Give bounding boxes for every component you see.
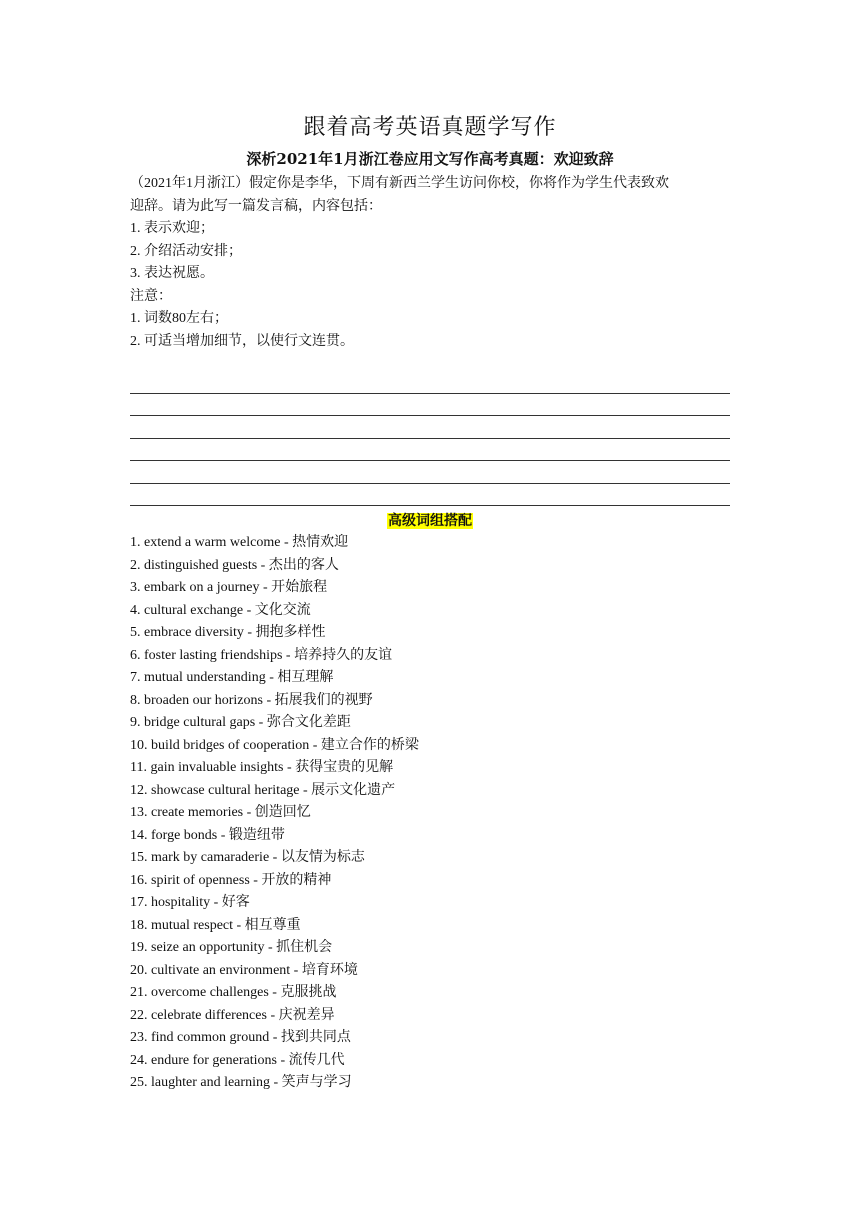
vocab-heading [0,510,860,530]
vocab-item: 5. embrace diversity - 拥抱多样性 [130,625,326,640]
vocab-item: 15. mark by camaraderie - 以友情为标志 [130,850,365,865]
prompt-line: 2. 介绍活动安排； [130,243,242,259]
vocab-item: 2. distinguished guests - 杰出的客人 [130,557,339,573]
vocab-item: 11. gain invaluable insights - 获得宝贵的见解 [130,760,394,775]
vocab-item: 10. build bridges of cooperation - 建立合作的桥梁 [130,737,419,753]
vocab-list [130,532,730,1095]
vocab-item: 8. broaden our horizons - 拓展我们的视野 [130,692,373,708]
vocab-item: 18. mutual respect - 相互尊重 [130,917,301,933]
vocab-item: 22. celebrate differences - 庆祝差异 [130,1007,335,1023]
vocab-item: 13. create memories - 创造回忆 [130,805,311,820]
vocab-item: 16. spirit of openness - 开放的精神 [130,872,332,888]
writing-prompt [130,173,730,353]
page-title: 跟着高考英语真题学写作 [303,115,557,140]
vocab-item: 20. cultivate an environment - 培育环境 [130,962,358,978]
prompt-line: 迎辞。请为此写一篇发言稿，内容包括： [130,198,382,214]
vocab-item: 17. hospitality - 好客 [130,895,250,910]
vocab-item: 19. seize an opportunity - 抓住机会 [130,940,333,955]
prompt-line: 1. 表示欢迎； [130,221,214,236]
answer-lines [130,371,730,506]
prompt-line: 注意： [130,288,172,304]
vocab-item: 3. embark on a journey - 开始旅程 [130,580,328,595]
prompt-line: （2021年1月浙江）假定你是李华，下周有新西兰学生访问你校，你将作为学生代表致欢 [130,176,669,191]
vocab-item: 6. foster lasting friendships - 培养持久的友谊 [130,647,393,663]
page-subtitle: 深析2021年1月浙江卷应用文写作高考真题：欢迎致辞 [246,150,614,168]
vocab-item: 21. overcome challenges - 克服挑战 [130,985,337,1000]
vocab-item: 23. find common ground - 找到共同点 [130,1030,351,1045]
prompt-line: 3. 表达祝愿。 [130,266,214,281]
answer-line [130,484,730,507]
vocab-item: 7. mutual understanding - 相互理解 [130,670,334,685]
answer-line [130,416,730,439]
vocab-heading-label: 高级词组搭配 [388,513,472,529]
vocab-item: 14. forge bonds - 锻造纽带 [130,827,285,843]
vocab-item: 9. bridge cultural gaps - 弥合文化差距 [130,715,351,730]
answer-line [130,439,730,462]
vocab-item: 4. cultural exchange - 文化交流 [130,602,311,618]
vocab-item: 25. laughter and learning - 笑声与学习 [130,1075,352,1090]
vocab-item: 24. endure for generations - 流传几代 [130,1052,345,1068]
vocab-item: 1. extend a warm welcome - 热情欢迎 [130,535,349,550]
prompt-line: 1. 词数80左右； [130,311,228,326]
answer-line [130,394,730,417]
answer-line [130,461,730,484]
answer-line [130,371,730,394]
prompt-line: 2. 可适当增加细节，以使行文连贯。 [130,333,354,349]
vocab-item: 12. showcase cultural heritage - 展示文化遗产 [130,782,396,798]
